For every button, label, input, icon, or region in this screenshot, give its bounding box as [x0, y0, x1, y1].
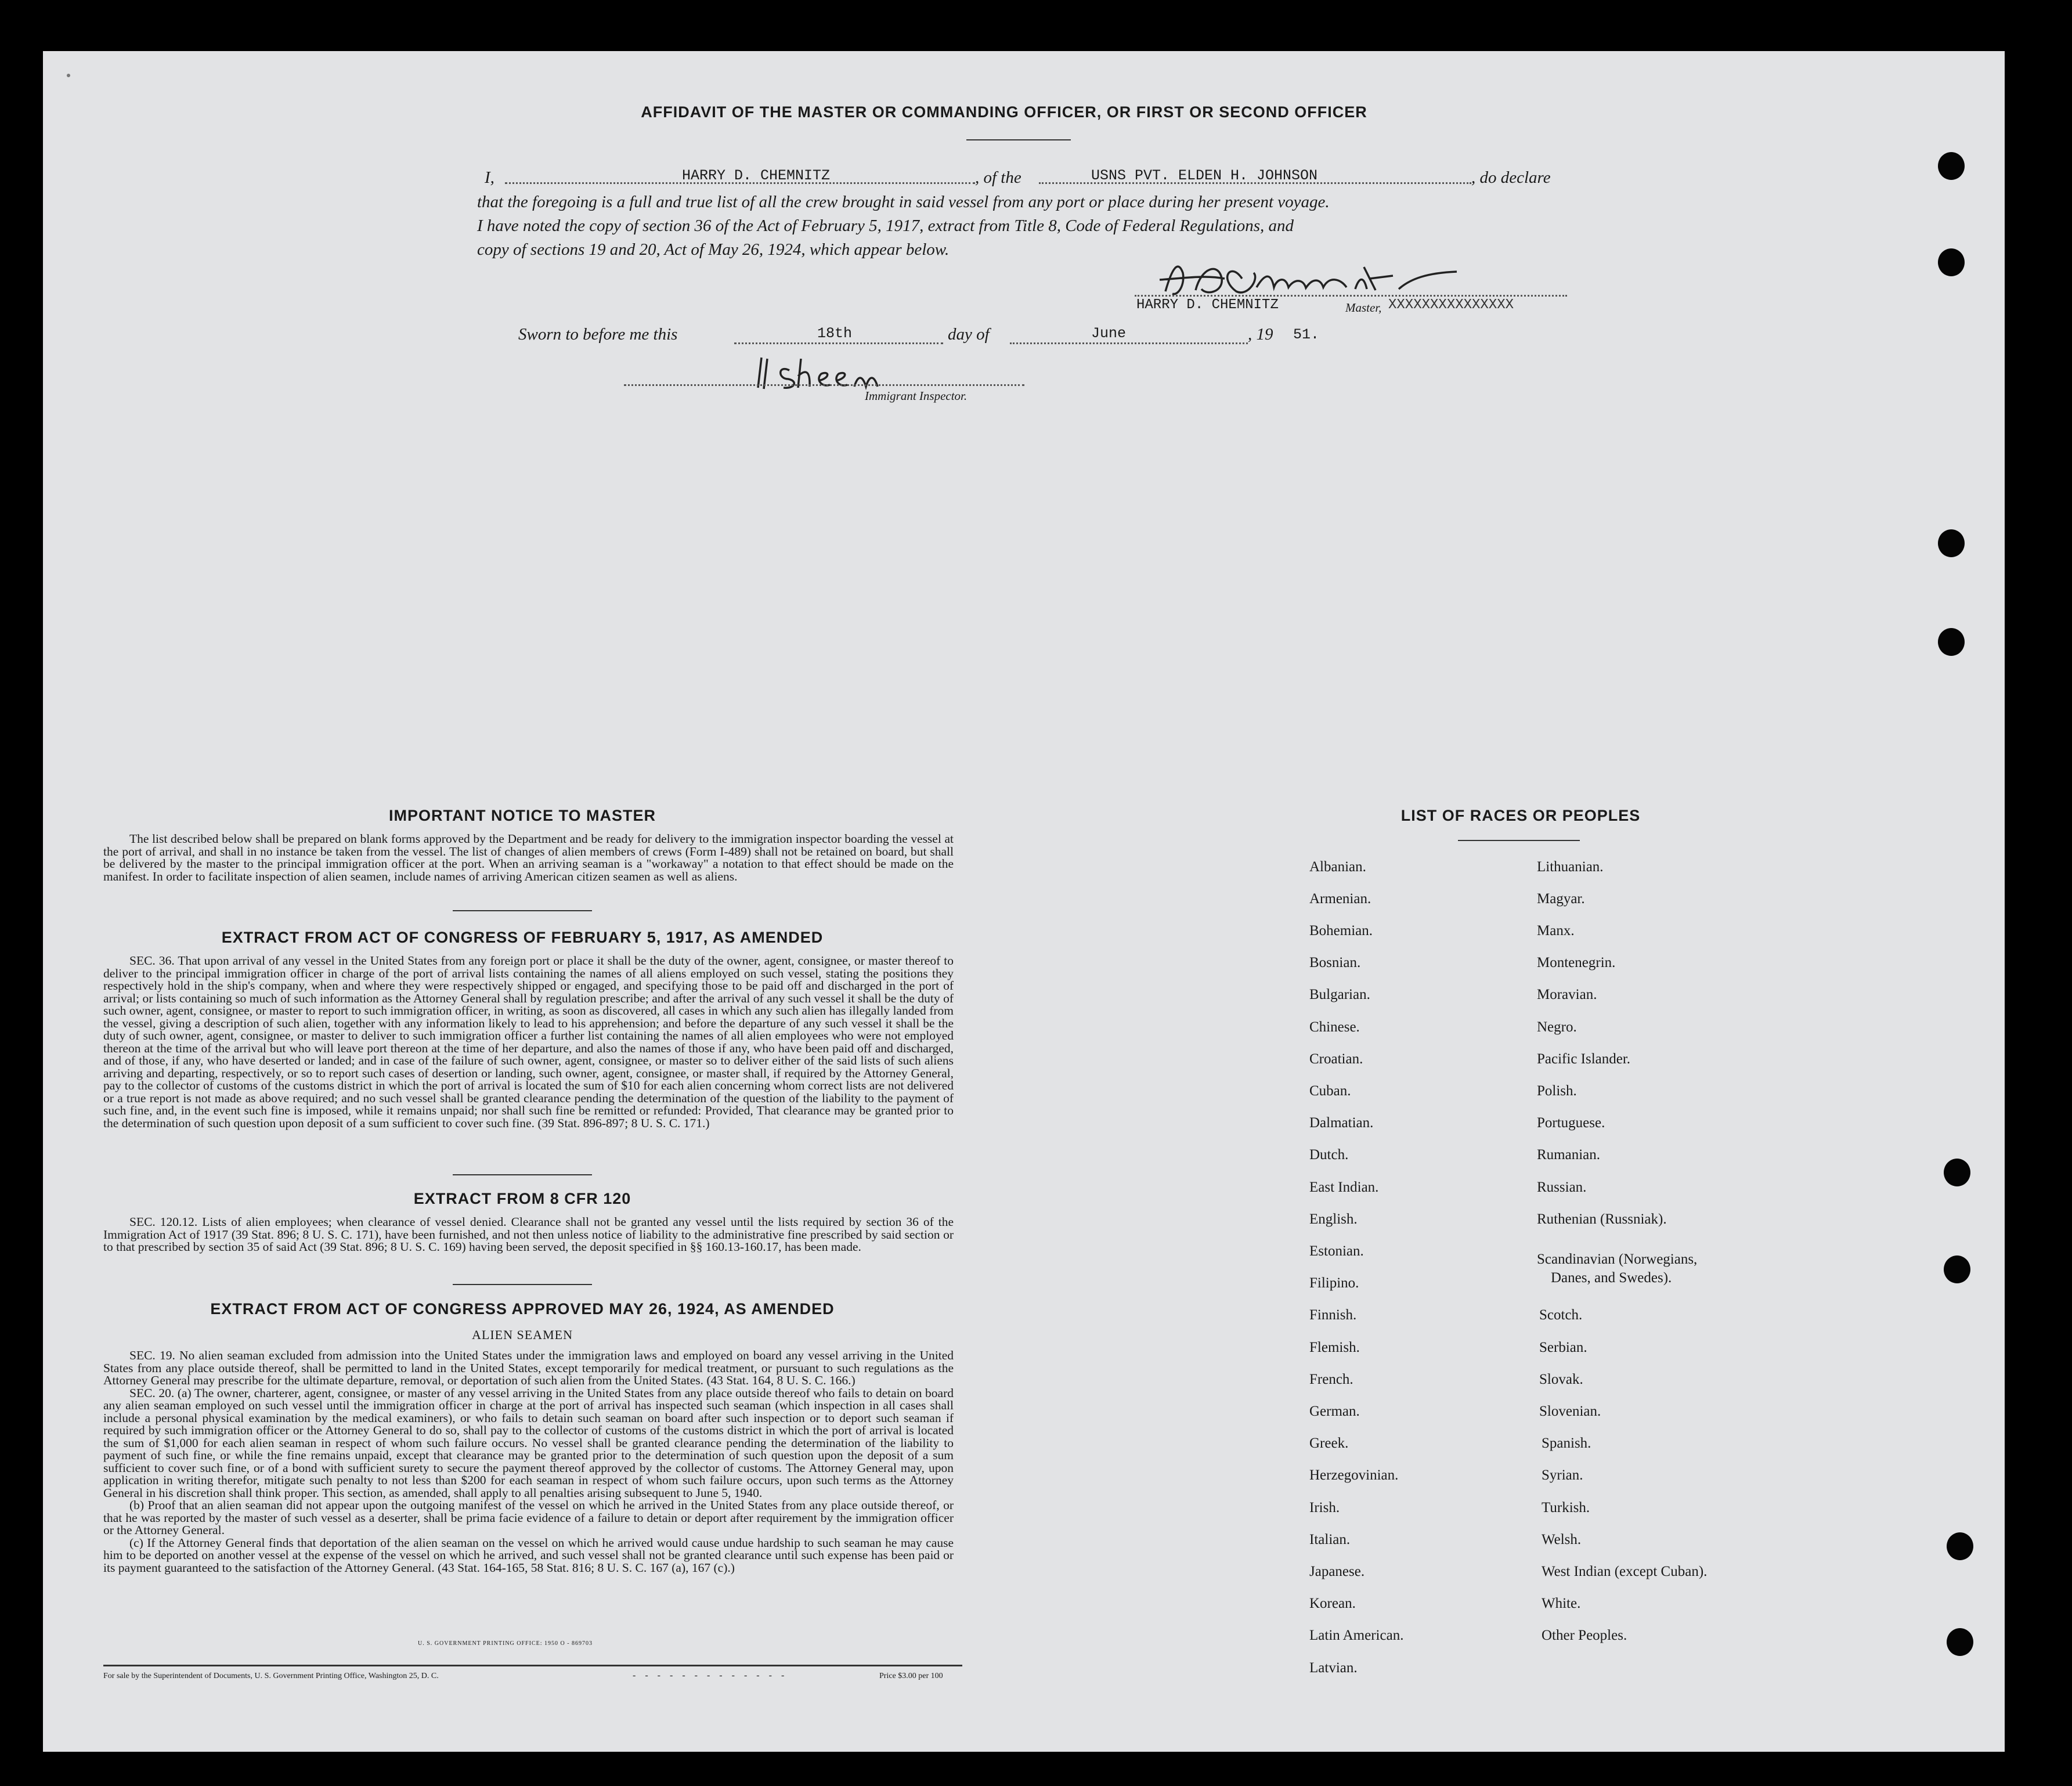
for-sale-note: For sale by the Superintendent of Documents, U. S. Government Printing Office, Washington 25, D. C. — [103, 1672, 439, 1680]
alien-seamen-subtitle: ALIEN SEAMEN — [472, 1327, 573, 1342]
binder-hole — [1938, 529, 1965, 557]
race-item: Danes, and Swedes). — [1551, 1270, 1672, 1286]
year-suffix: 51. — [1293, 326, 1320, 343]
title-rule — [966, 139, 1071, 140]
binder-hole — [1947, 1628, 1973, 1656]
race-item: Dalmatian. — [1309, 1115, 1374, 1131]
signer-typed-name: HARRY D. CHEMNITZ — [1136, 297, 1279, 313]
race-item: Japanese. — [1309, 1564, 1365, 1579]
extract-cfr-rule — [453, 1284, 592, 1285]
extract-1917-body — [103, 955, 954, 1130]
section-120-12-paragraph: SEC. 120.12. Lists of alien employees; when clearance of vessel denied. Clearance shall not be granted any vessel until the lists required by section 36 of the Immigration Act of 1917 (39 Stat. 896; 8 U. S. C. 171), have been furnished, and not then unless notice of liability to the administrative fine prescribed by said section or to that prescribed by section 35 of said Act (39 Stat. 896; 8 U. S. C. 169) having been served, the deposit specified in §§ 160.13-160.17, has been made. — [103, 1215, 954, 1254]
race-item: Moravian. — [1537, 987, 1597, 1002]
race-item: Herzegovinian. — [1309, 1467, 1399, 1483]
race-item: Latvian. — [1309, 1660, 1358, 1676]
race-item: Slovak. — [1539, 1372, 1583, 1387]
race-item: Irish. — [1309, 1500, 1340, 1516]
race-item: Estonian. — [1309, 1243, 1364, 1259]
inspector-signature — [755, 353, 905, 394]
declaration-line-3: I have noted the copy of section 36 of the Act of February 5, 1917, extract from Title 8, Code of Federal Regulations, and — [477, 217, 1294, 235]
race-item: Greek. — [1309, 1435, 1349, 1451]
race-item: Flemish. — [1309, 1340, 1360, 1355]
race-item: Magyar. — [1537, 891, 1585, 907]
i-label: I, — [485, 168, 494, 187]
notice-paragraph: The list described below shall be prepared on blank forms approved by the Department and be ready for delivery to the immigration inspector boarding the vessel at the port of arrival, and shall in no instance be taken from the vessel. The list of changes of alien members of crews (Form I-489) shall not be retained on board, but shall be delivered by the master to the principal immigration officer at the port. When an arriving seaman is a "workaway" a notation to that effect should be made on the manifest. In order to facilitate inspection of alien seamen, include names of arriving American citizen seamen as well as aliens. — [103, 832, 954, 883]
section-20c-paragraph: (c) If the Attorney General finds that deportation of the alien seaman on the vessel on which he arrived would cause undue hardship to such seaman he may cause him to be deported on another vessel at the expense of the vessel on which he arrived, and such vessel shall not be granted clearance until such expense has been paid or its payment guaranteed to the satisfaction of the Attorney General. (43 Stat. 164-165, 58 Stat. 816; 8 U. S. C. 167 (a), 167 (c).) — [103, 1535, 954, 1575]
inspector-signature-line — [624, 384, 1024, 386]
sworn-day: 18th — [817, 325, 853, 342]
race-item: Spanish. — [1542, 1435, 1591, 1451]
race-item: Pacific Islander. — [1537, 1051, 1631, 1067]
binder-hole — [1944, 1159, 1970, 1186]
do-declare-label: , do declare — [1471, 168, 1551, 187]
notice-rule — [453, 910, 592, 911]
notice-body — [103, 833, 954, 883]
race-item: Bosnian. — [1309, 955, 1361, 970]
race-item: Armenian. — [1309, 891, 1371, 907]
race-item: Polish. — [1537, 1083, 1577, 1099]
binder-hole — [1947, 1532, 1973, 1560]
binder-hole — [1944, 1255, 1970, 1283]
master-signature-line — [1135, 295, 1567, 297]
race-item: Other Peoples. — [1542, 1628, 1627, 1643]
race-item: White. — [1542, 1596, 1581, 1611]
affidavit-title: AFFIDAVIT OF THE MASTER OR COMMANDING OFFICER, OR FIRST OR SECOND OFFICER — [641, 103, 1367, 121]
race-item: Filipino. — [1309, 1275, 1359, 1291]
printing-office-note: U. S. GOVERNMENT PRINTING OFFICE: 1950 O - 869703 — [418, 1640, 593, 1647]
sworn-day-line — [734, 342, 943, 344]
master-role-label: Master, — [1345, 301, 1382, 315]
extract-1924-title: EXTRACT FROM ACT OF CONGRESS APPROVED MAY 26, 1924, AS AMENDED — [210, 1300, 835, 1318]
race-item: German. — [1309, 1403, 1360, 1419]
footer-rule — [103, 1665, 962, 1666]
race-item: Negro. — [1537, 1019, 1577, 1035]
extract-1917-rule — [453, 1174, 592, 1175]
race-item: Rumanian. — [1537, 1147, 1601, 1163]
race-item: Montenegrin. — [1537, 955, 1616, 970]
race-item: Russian. — [1537, 1179, 1587, 1195]
section-20b-paragraph: (b) Proof that an alien seaman did not appear upon the outgoing manifest of the vessel on which he arrived in the United States from any place outside thereof, or that he was reported by the master of such vessel as a deserter, shall be prima facie evidence of a failure to detain or deport after requirement by the immigration officer or the Attorney General. — [103, 1498, 954, 1537]
scan-speck — [67, 74, 70, 77]
race-item: French. — [1309, 1372, 1353, 1387]
race-item: East Indian. — [1309, 1179, 1379, 1195]
race-item: Syrian. — [1542, 1467, 1583, 1483]
race-item: Manx. — [1537, 923, 1575, 939]
race-item: Bohemian. — [1309, 923, 1373, 939]
race-item: Korean. — [1309, 1596, 1356, 1611]
race-item: Ruthenian (Russniak). — [1537, 1211, 1667, 1227]
vessel-name: USNS PVT. ELDEN H. JOHNSON — [1091, 167, 1318, 184]
notice-title: IMPORTANT NOTICE TO MASTER — [389, 807, 656, 824]
race-item: Welsh. — [1542, 1532, 1582, 1547]
race-item: Bulgarian. — [1309, 987, 1370, 1002]
day-of-label: day of — [948, 325, 990, 344]
race-item: Latin American. — [1309, 1628, 1404, 1643]
extract-1917-title: EXTRACT FROM ACT OF CONGRESS OF FEBRUARY 5, 1917, AS AMENDED — [221, 929, 824, 946]
sworn-month-line — [1010, 342, 1248, 344]
footer-leader: - - - - - - - - - - - - - — [633, 1670, 788, 1680]
binder-hole — [1938, 152, 1965, 180]
race-item: English. — [1309, 1211, 1358, 1227]
master-name: HARRY D. CHEMNITZ — [682, 167, 831, 184]
year-prefix: , 19 — [1248, 325, 1273, 344]
of-the-label: , of the — [975, 168, 1021, 187]
price-note: Price $3.00 per 100 — [879, 1672, 943, 1680]
section-36-paragraph: SEC. 36. That upon arrival of any vessel in the United States from any foreign port or place it shall be the duty of the owner, agent, consignee, or master thereof to deliver to the principal immigration officer in charge of the port of arrival lists containing the names of all aliens employed on such vessel, stating the positions they respectively hold in the ship's company, when and where they were respectively shipped or engaged, and specifying those to be paid off and discharged in the port of arrival; or lists containing so much of such information as the Attorney General shall by regulation prescribe; and after the arrival of any such vessel it shall be the duty of such owner, agent, consignee, or master to report to such immigration officer, in writing, as soon as discovered, all cases in which any such alien has illegally landed from the vessel, giving a description of such alien, together with any information likely to lead to his apprehension; and before the departure of any such vessel it shall be the duty of such owner, agent, consignee, or master to deliver to such immigration officer a further list containing the names of all alien employees who were not employed thereon at the time of the arrival but who will leave port thereon at the time of her departure, and also the names of those if any, who have been paid off and discharged, and of those, if any, who have deserted or landed; and in case of the failure of such owner, agent, consignee, or master so to deliver either of the said lists of such aliens arriving and departing, respectively, or so to report such cases of desertion or landing, such owner, agent, consignee, or master shall, if required by the Attorney General, pay to the collector of customs of the customs district in which the port of arrival is located the sum of $10 for each alien concerning whom correct lists are not delivered or a true report is not made as above required; and no such vessel shall be granted clearance pending the determination of the question of the liability to the payment of such fine, and, in the event such fine is imposed, while it remains unpaid; nor shall such fine be remitted or refunded: Provided, That clearance may be granted prior to the determination of such question upon deposit of a sum sufficient to cover such fine. (39 Stat. 896-897; 8 U. S. C. 171.) — [103, 954, 954, 1130]
struck-role: XXXXXXXXXXXXXXX — [1388, 297, 1514, 313]
race-item: Slovenian. — [1539, 1403, 1601, 1419]
inspector-label: Immigrant Inspector. — [865, 389, 968, 403]
sworn-label: Sworn to before me this — [518, 325, 678, 344]
race-item: Turkish. — [1542, 1500, 1590, 1516]
extract-1924-body — [103, 1350, 954, 1574]
race-item: Scandinavian (Norwegians, — [1537, 1251, 1698, 1267]
binder-hole — [1938, 248, 1965, 276]
extract-cfr-title: EXTRACT FROM 8 CFR 120 — [413, 1190, 631, 1207]
race-item: Dutch. — [1309, 1147, 1349, 1163]
race-item: Finnish. — [1309, 1307, 1357, 1323]
race-item: West Indian (except Cuban). — [1542, 1564, 1708, 1579]
section-19-paragraph: SEC. 19. No alien seaman excluded from admission into the United States under the immigration laws and employed on board any vessel arriving in the United States from any place outside thereof, shall be permitted to land in the United States, except temporarily for medical treatment, or pursuant to such regulations as the Attorney General may prescribe for the ultimate departure, removal, or deportation of such alien from the United States. (43 Stat. 164, 8 U. S. C. 166.) — [103, 1348, 954, 1387]
race-item: Albanian. — [1309, 859, 1366, 875]
races-title: LIST OF RACES OR PEOPLES — [1400, 807, 1641, 824]
race-item: Croatian. — [1309, 1051, 1363, 1067]
race-item: Italian. — [1309, 1532, 1351, 1547]
sworn-month: June — [1091, 325, 1127, 342]
declaration-line-4: copy of sections 19 and 20, Act of May 26, 1924, which appear below. — [477, 240, 950, 259]
race-item: Chinese. — [1309, 1019, 1360, 1035]
race-item: Cuban. — [1309, 1083, 1351, 1099]
binder-hole — [1938, 628, 1965, 656]
race-item: Lithuanian. — [1537, 859, 1604, 875]
race-item: Portuguese. — [1537, 1115, 1605, 1131]
section-20a-paragraph: SEC. 20. (a) The owner, charterer, agent, consignee, or master of any vessel arriving in the United States from any place outside thereof who fails to detain on board any alien seaman employed on such vessel until the immigration officer in charge at the port of arrival has inspected such seaman (which inspection in all cases shall include a personal physical examination by the medical examiners), or who fails to detain such seaman on board after such inspection or to deport such seaman if required by such immigration officer or the Attorney General to do so, shall pay to the collector of customs of the customs district in which the port of arrival is located the sum of $1,000 for each alien seaman in respect of whom such failure occurs. No vessel shall be granted clearance pending the determination of the liability to payment of such fine, or while the fine remains unpaid, except that clearance may be granted prior to the determination of such question upon the deposit of a sum sufficient to cover such fine, or of a bond with sufficient surety to secure the payment thereof approved by the collector of customs. The Attorney General may, upon application in writing therefor, mitigate such penalty to not less than $200 for each seaman in respect of whom such failure occurs, upon such terms as the Attorney General in his discretion shall think proper. This section, as amended, shall apply to all penalties arising subsequent to June 5, 1940. — [103, 1385, 954, 1500]
extract-cfr-body — [103, 1216, 954, 1254]
race-item: Scotch. — [1539, 1307, 1583, 1323]
race-item: Serbian. — [1539, 1340, 1587, 1355]
declaration-line-2: that the foregoing is a full and true list of all the crew brought in said vessel from any port or place during her present voyage. — [477, 193, 1330, 211]
races-title-rule — [1458, 840, 1580, 841]
